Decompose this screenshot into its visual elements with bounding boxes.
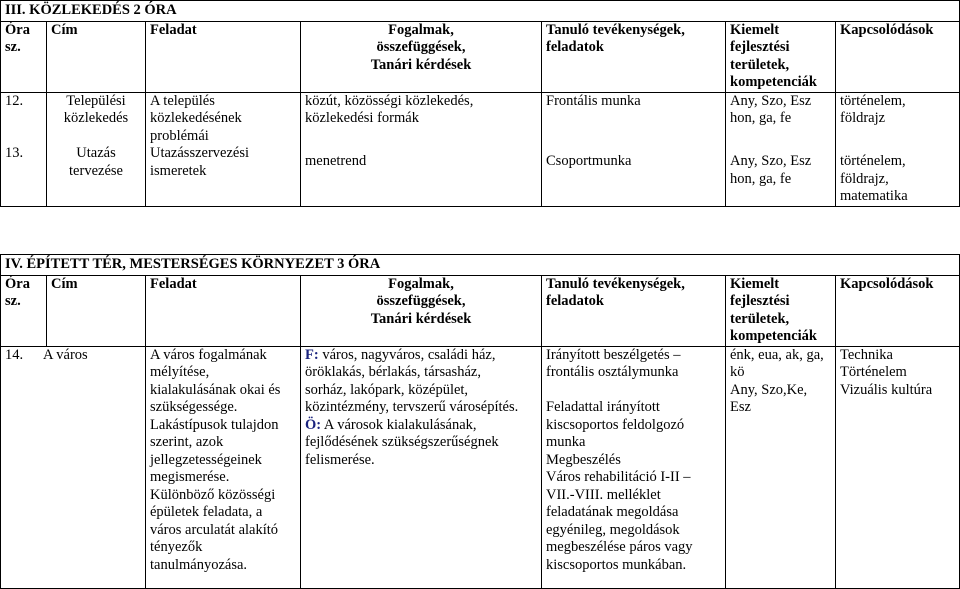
- header-kapcsolodasok: Kapcsolódások: [836, 275, 960, 346]
- row-connections: történelem, földrajz, matematika: [836, 145, 960, 206]
- header-tanulo: Tanuló tevékenységek, feladatok: [542, 275, 726, 346]
- row-title: A város: [43, 346, 88, 363]
- header-feladat: Feladat: [146, 21, 301, 92]
- section-title: III. KÖZLEKEDÉS 2 ÓRA: [1, 1, 960, 22]
- section-3-table: [0, 0, 960, 207]
- header-fogalmak: Fogalmak, összefüggések, Tanári kérdések: [301, 21, 542, 92]
- row-number: 12.: [1, 92, 47, 145]
- row-concepts: menetrend: [301, 145, 542, 206]
- header-cim: Cím: [47, 275, 146, 346]
- header-row: [1, 275, 960, 346]
- header-row: [1, 21, 960, 92]
- header-kiemelt: Kiemelt fejlesztési területek, kompetenciák: [726, 275, 836, 346]
- section-4-table: [0, 254, 960, 589]
- row-activities: Frontális munka: [542, 92, 726, 145]
- table-row: [1, 92, 960, 145]
- table-row: [1, 346, 960, 588]
- header-tanulo: Tanuló tevékenységek, feladatok: [542, 21, 726, 92]
- row-number-title: [1, 346, 146, 588]
- header-ora: Óra sz.: [1, 275, 47, 346]
- header-feladat: Feladat: [146, 275, 301, 346]
- row-task: Utazásszervezési ismeretek: [146, 145, 301, 206]
- row-number: 13.: [1, 145, 47, 206]
- goals-label: Ö:: [305, 416, 322, 433]
- row-connections: történelem, földrajz: [836, 92, 960, 145]
- header-kapcsolodasok: Kapcsolódások: [836, 21, 960, 92]
- header-cim: Cím: [47, 21, 146, 92]
- section-title: IV. ÉPÍTETT TÉR, MESTERSÉGES KÖRNYEZET 3 ÓRA: [1, 255, 960, 276]
- row-concepts: F: város, nagyváros, családi ház, öröklakás, bérlakás, társasház, sorház, lakópark, középület, közintézmény, tervszerű városépítés. Ö: A városok kialakulásának, fejlődésének szükségszerűségnek felismerése.: [301, 346, 542, 588]
- header-ora: Óra sz.: [1, 21, 47, 92]
- row-activities: Irányított beszélgetés – frontális osztálymunka Feladattal irányított kiscsoportos feldolgozó munka Megbeszélés Város rehabilitáció I-II – VII.-VIII. melléklet feladatának megoldása egyénileg, megoldások megbeszélése páros vagy kiscsoportos munkában.: [542, 346, 726, 588]
- row-competencies: Any, Szo, Esz hon, ga, fe: [726, 145, 836, 206]
- row-competencies: énk, eua, ak, ga, kö Any, Szo,Ke, Esz: [726, 346, 836, 588]
- row-competencies: Any, Szo, Esz hon, ga, fe: [726, 92, 836, 145]
- row-task: A település közlekedésének problémái: [146, 92, 301, 145]
- row-task: A város fogalmának mélyítése, kialakulásának okai és szükségessége. Lakástípusok tulajdon szerint, azok jellegzetességeinek megismerése. Különböző közösségi épületek feladata, a város arculatát alakító tényezők tanulmányozása.: [146, 346, 301, 588]
- row-connections: Technika Történelem Vizuális kultúra: [836, 346, 960, 588]
- table-row: [1, 145, 960, 206]
- row-number: 14.: [5, 346, 24, 363]
- row-title: Települési közlekedés: [47, 92, 146, 145]
- header-kiemelt: Kiemelt fejlesztési területek, kompetenciák: [726, 21, 836, 92]
- concepts-label: F:: [305, 346, 319, 363]
- header-fogalmak: Fogalmak, összefüggések, Tanári kérdések: [301, 275, 542, 346]
- row-concepts: közút, közösségi közlekedés, közlekedési formák: [301, 92, 542, 145]
- row-title: Utazás tervezése: [47, 145, 146, 206]
- row-activities: Csoportmunka: [542, 145, 726, 206]
